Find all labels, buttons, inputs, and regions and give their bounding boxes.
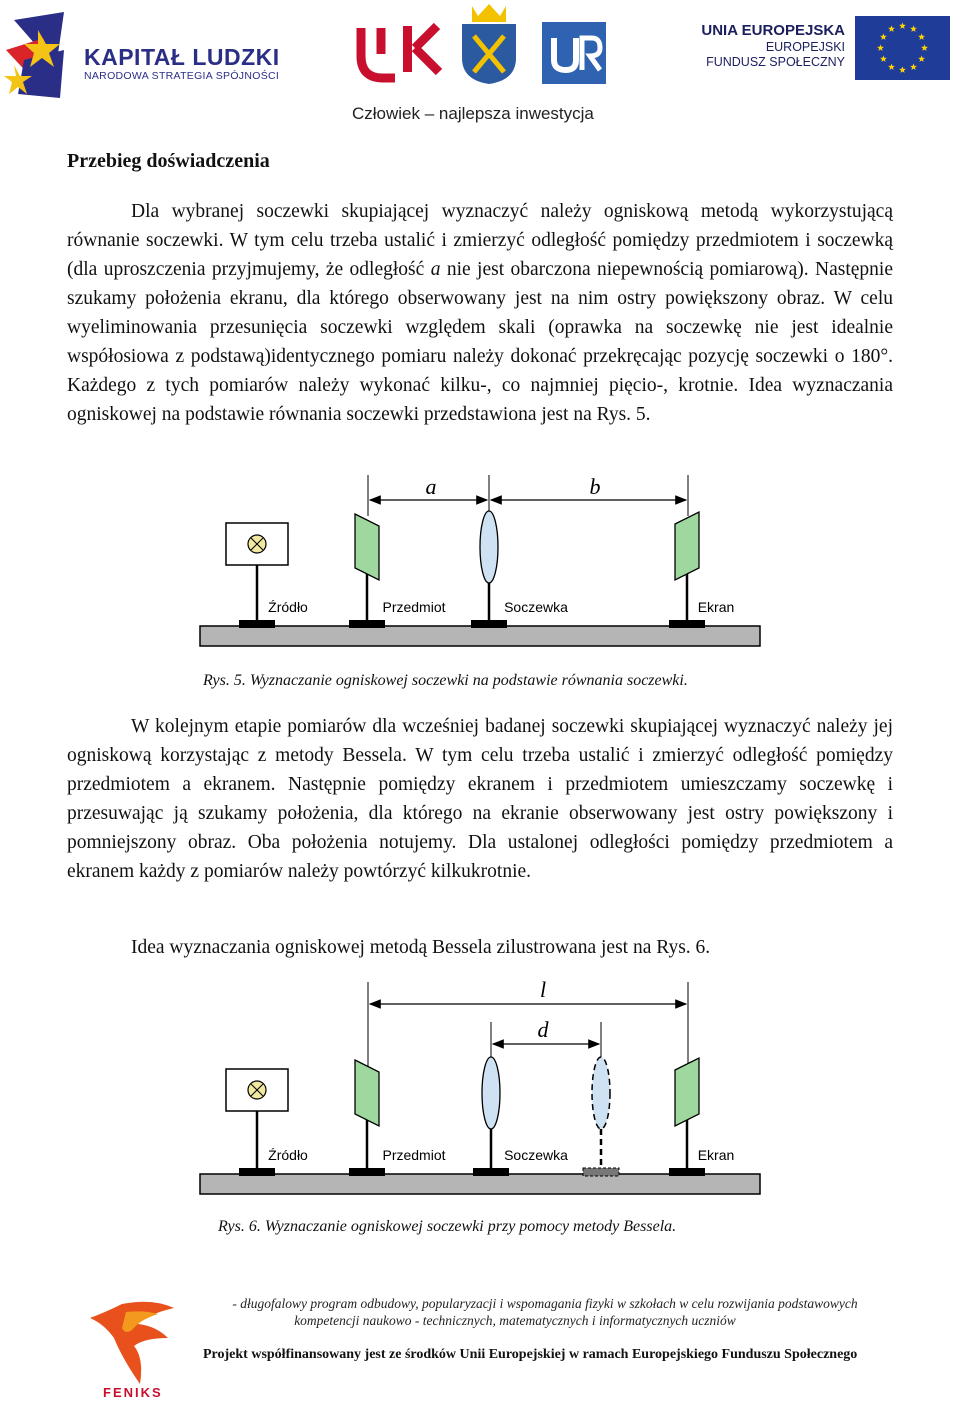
figure-5-caption: Rys. 5. Wyznaczanie ogniskowej soczewki na podstawie równania soczewki. [203, 672, 688, 689]
ue-title: UNIA EUROPEJSKA [701, 22, 845, 39]
lens-position-1 [482, 1057, 500, 1129]
label-source: Źródło [268, 599, 308, 615]
variable-a: a [430, 259, 441, 280]
jagiellonian-crest-logo [458, 2, 520, 86]
footer-line-3: Projekt współfinansowany jest ze środków Unii Europejskiej w ramach Europejskiego Funduszu Społecznego [203, 1347, 858, 1362]
paragraph-1-part-a: Dla wybranej soczewki skupiającej wyznaczyć należy ogniskową metodą wykorzystującą równanie soczewki. W tym celu trzeba ustalić i zmierzyć odległość pomiędzy przedmiotem i soczewką (dla uproszczenia przyjmujemy, że odległość [67, 201, 893, 280]
tagline: Człowiek – najlepsza inwestycja [352, 104, 594, 123]
uj-logo [355, 20, 445, 85]
kapital-ludzki-title: KAPITAŁ LUDZKI [84, 44, 280, 70]
label-object: Przedmiot [382, 599, 446, 615]
paragraph-1 [67, 197, 893, 429]
optical-bench [200, 1174, 760, 1194]
footer-line-1: - długofalowy program odbudowy, popularyzacji i wspomagania fizyki w szkołach w celu rozwijania podstawowych [232, 1296, 858, 1311]
eu-flag [855, 16, 950, 80]
ue-fund-line2: FUNDUSZ SPOŁECZNY [706, 55, 845, 69]
label-screen: Ekran [697, 599, 735, 615]
label-d: d [537, 1017, 549, 1042]
label-a: a [425, 474, 437, 499]
section-heading: Przebieg doświadczenia [67, 150, 270, 172]
footer-line-2: kompetencji naukowo - technicznych, matematycznych i informatycznych uczniów [294, 1313, 736, 1328]
screen-plate [675, 512, 699, 580]
figure-6-caption: Rys. 6. Wyznaczanie ogniskowej soczewki przy pomocy metody Bessela. [218, 1218, 677, 1235]
label-screen: Ekran [697, 1147, 735, 1163]
label-object: Przedmiot [382, 1147, 446, 1163]
label-l: l [539, 977, 547, 1002]
kapital-ludzki-logo [4, 10, 82, 102]
ue-fund-line1: EUROPEJSKI [765, 40, 845, 54]
ur-logo [542, 22, 606, 84]
label-b: b [589, 474, 601, 499]
lens-shape [480, 511, 498, 583]
label-source: Źródło [268, 1147, 308, 1163]
paragraph-2: W kolejnym etapie pomiarów dla wcześniej badanej soczewki skupiającej wyznaczyć należy jej ogniskową korzystając z metody Bessela. W tym celu trzeba ustalić i zmierzyć odległość pomiędzy przedmiotem a ekranem. Następnie pomiędzy ekranem i przedmiotem umieszczamy soczewkę i przesuwając ją szukamy położenia, dla którego na ekranie obserwowany jest ostry powiększony i pomniejszony obraz. Oba położenia notujemy. Dla ustalonej odległości pomiędzy przedmiotem a ekranem każdy z pomiarów należy powtórzyć kilkukrotnie. [67, 716, 893, 882]
object-plate [355, 514, 379, 580]
figure-5-diagram [195, 470, 765, 652]
figure-6-diagram [195, 974, 765, 1200]
screen-plate [675, 1058, 699, 1126]
label-lens: Soczewka [504, 1147, 568, 1163]
kapital-ludzki-subtitle: NARODOWA STRATEGIA SPÓJNOŚCI [84, 70, 280, 82]
object-plate [355, 1060, 379, 1126]
feniks-label: FENIKS [103, 1385, 163, 1400]
paragraph-1-part-b: nie jest obarczona niepewnością pomiarową). Następnie szukamy położenia ekranu, dla którego obserwowany jest na nim ostry powiększony obraz. W celu wyeliminowania przesunięcia soczewki względem skali (oprawka na soczewkę nie jest idealnie współosiowa z podstawą)identycznego pomiaru należy dokonać przekręcając pozycję soczewki o 180°. Każdego z tych pomiarów należy wykonać kilku-, co najmniej pięcio-, krotnie. Idea wyznaczania ogniskowej na podstawie równania soczewki przedstawiona jest na Rys. 5. [67, 259, 893, 425]
label-lens: Soczewka [504, 599, 568, 615]
lens-position-2 [592, 1057, 610, 1129]
paragraph-3: Idea wyznaczania ogniskowej metodą Bessela zilustrowana jest na Rys. 6. [131, 937, 711, 958]
optical-bench [200, 626, 760, 646]
feniks-logo [82, 1298, 182, 1390]
